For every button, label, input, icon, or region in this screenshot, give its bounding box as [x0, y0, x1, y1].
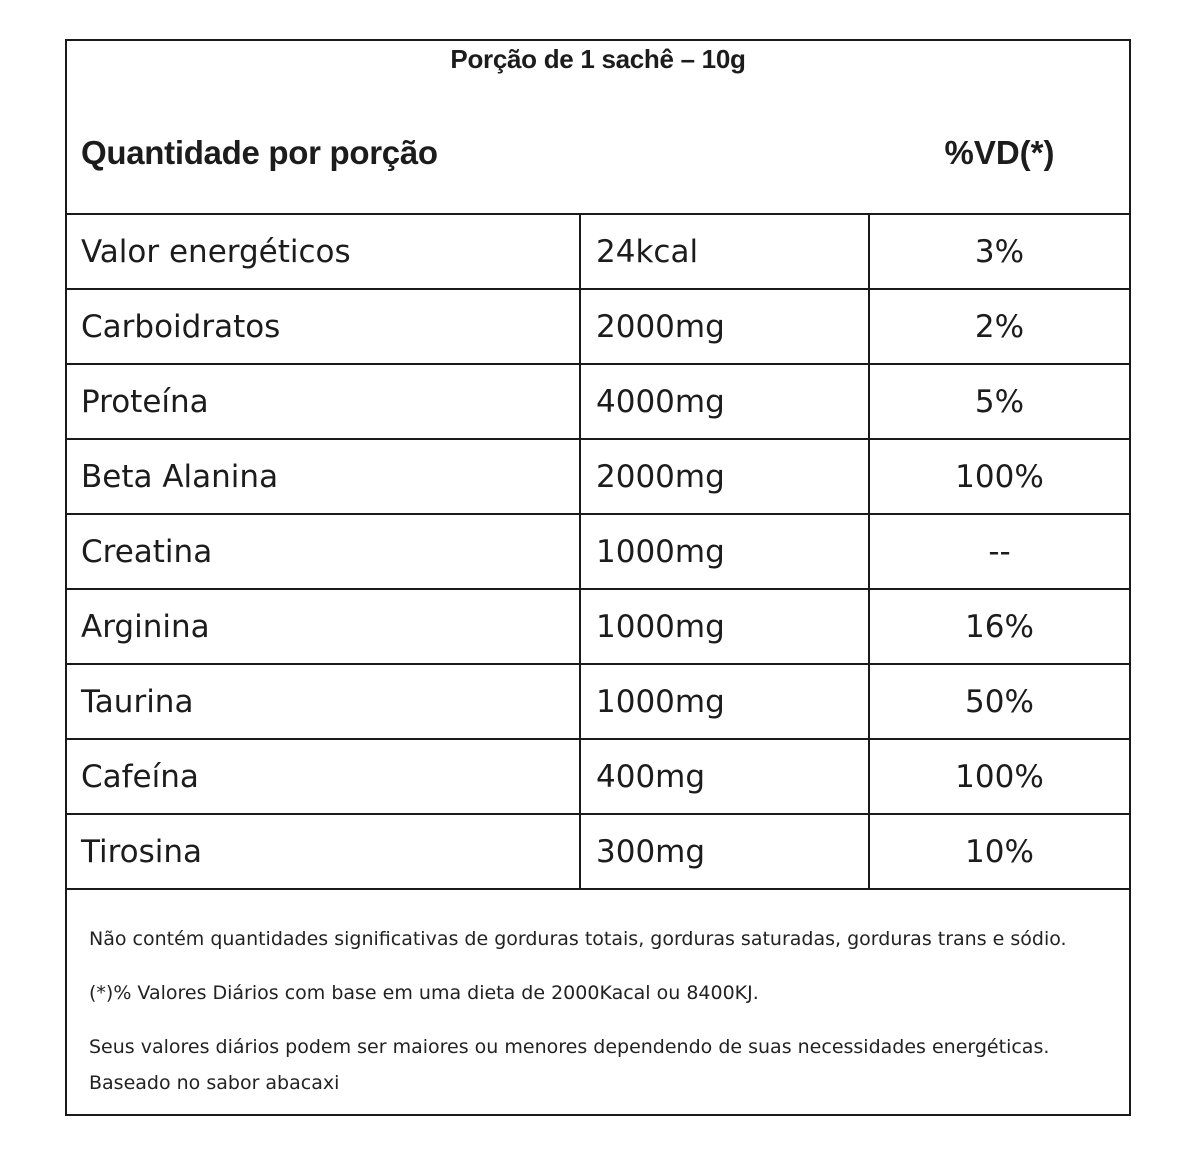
nutrition-header [67, 41, 1129, 215]
nutrient-daily-value: 2% [974, 308, 1025, 345]
may-vary-note: Seus valores diários podem ser maiores ou menores dependendo de suas necessidades energéticas. [89, 1036, 1050, 1058]
table-row [67, 815, 1129, 888]
nutrient-daily-value: 5% [974, 383, 1025, 420]
nutrient-daily-value: 50% [965, 683, 1034, 720]
flavor-note: Baseado no sabor abacaxi [89, 1072, 340, 1094]
table-row [67, 515, 1129, 590]
nutrient-daily-value: 16% [965, 608, 1034, 645]
nutrient-name: Valor energéticos [67, 215, 581, 288]
nutrient-amount: 2000mg [581, 440, 870, 513]
nutrient-name: Arginina [67, 590, 581, 663]
no-significant-note: Não contém quantidades significativas de gorduras totais, gorduras saturadas, gorduras trans e sódio. [89, 928, 1067, 950]
nutrient-daily-value: 3% [974, 233, 1025, 270]
nutrient-name: Beta Alanina [67, 440, 581, 513]
table-row [67, 365, 1129, 440]
nutrient-amount: 300mg [581, 815, 870, 888]
daily-value-heading: %VD(*) [944, 134, 1055, 171]
nutrient-amount: 4000mg [581, 365, 870, 438]
nutrition-table [67, 215, 1129, 890]
nutrient-daily-value: 100% [955, 458, 1044, 495]
nutrient-daily-value: -- [988, 533, 1011, 570]
nutrient-amount: 400mg [581, 740, 870, 813]
nutrient-name: Creatina [67, 515, 581, 588]
nutrition-facts-panel [65, 39, 1131, 1116]
nutrient-name: Tirosina [67, 815, 581, 888]
quantity-heading: Quantidade por porção [81, 134, 438, 171]
table-row [67, 215, 1129, 290]
nutrient-amount: 1000mg [581, 590, 870, 663]
nutrient-name: Cafeína [67, 740, 581, 813]
nutrient-amount: 2000mg [581, 290, 870, 363]
footnotes [89, 921, 1119, 1101]
table-row [67, 740, 1129, 815]
nutrient-name: Taurina [67, 665, 581, 738]
table-row [67, 665, 1129, 740]
nutrient-daily-value: 100% [955, 758, 1044, 795]
nutrient-name: Carboidratos [67, 290, 581, 363]
nutrient-amount: 1000mg [581, 665, 870, 738]
nutrient-name: Proteína [67, 365, 581, 438]
table-row [67, 590, 1129, 665]
table-row [67, 440, 1129, 515]
table-row [67, 290, 1129, 365]
nutrient-amount: 24kcal [581, 215, 870, 288]
nutrient-amount: 1000mg [581, 515, 870, 588]
nutrient-daily-value: 10% [965, 833, 1034, 870]
serving-size: Porção de 1 sachê – 10g [450, 44, 746, 74]
daily-values-note: (*)% Valores Diários com base em uma dieta de 2000Kacal ou 8400KJ. [89, 982, 759, 1004]
